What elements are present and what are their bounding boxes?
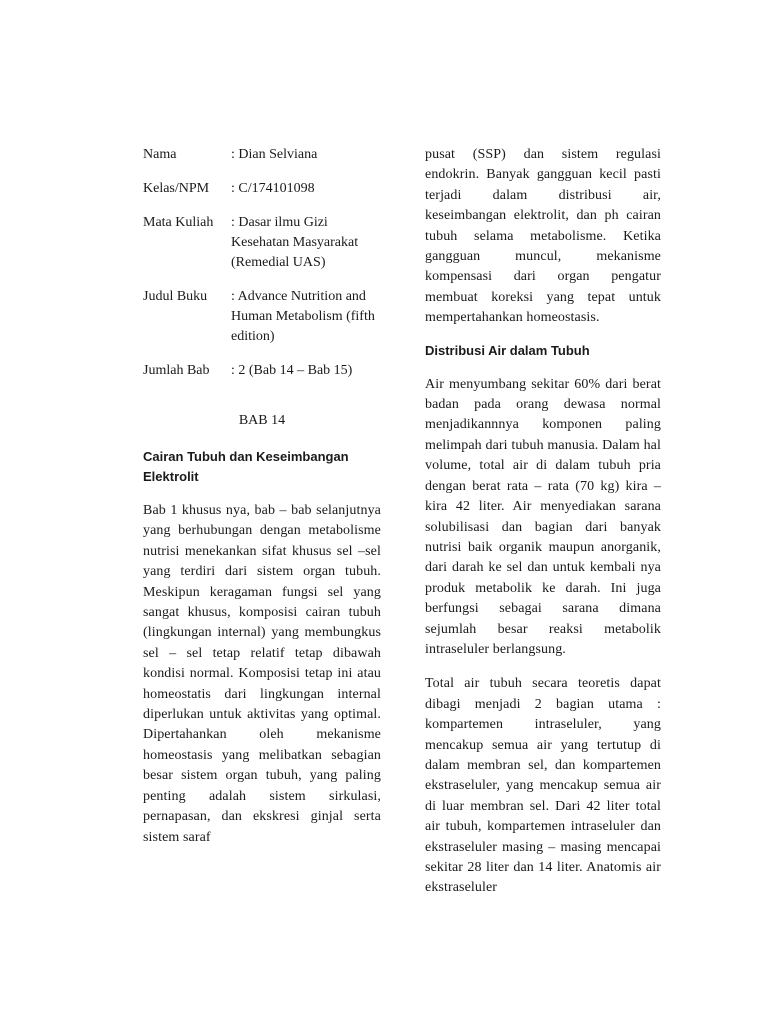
info-label: Mata Kuliah xyxy=(143,215,214,230)
info-row-nama xyxy=(143,145,381,165)
info-label: Judul Buku xyxy=(143,289,208,304)
info-value: : Dasar ilmu Gizi Kesehatan Masyarakat (Remedial UAS) xyxy=(231,215,359,270)
chapter-title: BAB 14 xyxy=(238,413,286,428)
info-label: Nama xyxy=(143,147,177,162)
body-paragraph: Air menyumbang sekitar 60% dari berat badan pada orang dewasa normal menjadikannnya komponen paling melimpah dari tubuh manusia. Dalam hal volume, total air di dalam tubuh pria dengan berat rata – rata (70 kg) kira – kira 42 liter. Air menyediakan sarana solubilisasi dan bagian dari banyak nutrisi baik organik maupun anorganik, dari darah ke sel dan untuk kembali nya produk metabolik ke darah. Ini juga berfungsi sebagai sarana dimana sejumlah besar reaksi metabolik intraseluler berlangsung. xyxy=(425,376,661,657)
info-value: : C/174101098 xyxy=(231,181,315,196)
right-column xyxy=(425,145,661,899)
info-value: : Advance Nutrition and Human Metabolism (fifth edition) xyxy=(231,289,375,344)
info-label: Jumlah Bab xyxy=(143,363,210,378)
section-heading: Cairan Tubuh dan Keseimbangan Elektrolit xyxy=(143,449,349,484)
info-label: Kelas/NPM xyxy=(143,181,210,196)
section-heading: Distribusi Air dalam Tubuh xyxy=(425,342,590,358)
info-row-matkul xyxy=(143,213,381,273)
body-paragraph: Bab 1 khusus nya, bab – bab selanjutnya yang berhubungan dengan metabolisme nutrisi menekankan sifat khusus sel –sel yang terdiri dari sistem organ tubuh. Meskipun keragaman fungsi sel yang sangat khusus, komposisi cairan tubuh (lingkungan internal) yang membungkus sel – sel tetap relatif tetap dibawah kondisi normal. Komposisi tetap ini atau homeostatis dari lingkungan internal diperlukan untuk aktivitas yang optimal. Dipertahankan oleh mekanisme homeostasis yang melibatkan sebagian besar sistem organ tubuh, yang paling penting adalah sistem sirkulasi, pernapasan, dan ekskresi ginjal serta sistem saraf xyxy=(143,503,381,845)
info-row-kelas xyxy=(143,179,381,199)
info-value: : Dian Selviana xyxy=(231,147,318,162)
info-value: : 2 (Bab 14 – Bab 15) xyxy=(231,363,353,378)
left-column xyxy=(143,145,381,848)
body-paragraph: Total air tubuh secara teoretis dapat dibagi menjadi 2 bagian utama : kompartemen intraseluler, yang mencakup semua air yang tertutup di dalam membran sel, dan kompartemen ekstraseluler, yang mencakup semua air di luar membran sel. Dari 42 liter total air tubuh, kompartemen intraseluler dan ekstraseluler masing – masing mencapai sekitar 28 liter dan 14 liter. Anatomis air ekstraseluler xyxy=(425,676,661,896)
info-row-judul xyxy=(143,287,381,347)
info-row-jumlah xyxy=(143,361,381,381)
body-paragraph: pusat (SSP) dan sistem regulasi endokrin. Banyak gangguan kecil pasti terjadi dalam distribusi air, keseimbangan elektrolit, dan ph cairan tubuh selama metabolisme. Ketika gangguan muncul, mekanisme kompensasi dari organ pengatur membuat koreksi yang tepat untuk mempertahankan homeostasis. xyxy=(425,147,661,326)
